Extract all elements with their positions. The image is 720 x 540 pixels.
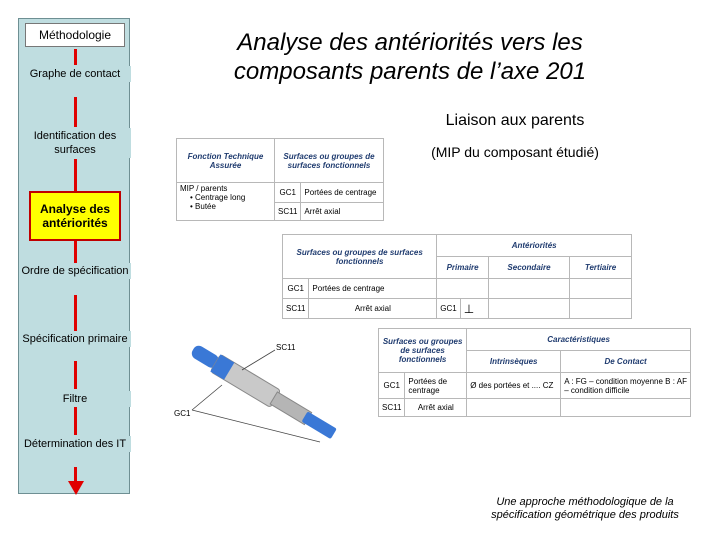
cell-contact: A : FG – condition moyenne B : AF – condition difficile — [561, 373, 691, 399]
header-intrinseques: Intrinsèques — [467, 351, 561, 373]
leader-sc11 — [242, 350, 275, 370]
step-identification-surfaces[interactable]: Identification des surfaces — [19, 128, 131, 158]
step-specification-primaire[interactable]: Spécification primaire — [19, 331, 131, 347]
primaire-datum: GC1 — [437, 299, 460, 319]
label-arret: Arrêt axial — [301, 203, 384, 221]
flow-line-4 — [74, 241, 77, 263]
header-primaire: Primaire — [437, 257, 489, 279]
header-fonction: Fonction Technique Assurée — [177, 139, 275, 183]
code-gc1: GC1 — [283, 279, 309, 299]
cell-primaire — [437, 279, 489, 299]
step-determination-it[interactable]: Détermination des IT — [19, 436, 131, 452]
label-portees: Portées de centrage — [405, 373, 467, 399]
label-portees: Portées de centrage — [309, 279, 437, 299]
code-gc1: GC1 — [275, 183, 301, 203]
step-ordre-specification[interactable]: Ordre de spécification — [19, 263, 131, 279]
header-surfaces: Surfaces ou groupes de surfaces fonctionnels — [379, 329, 467, 373]
code-sc11: SC11 — [379, 399, 405, 417]
table-caracteristiques — [378, 328, 691, 417]
label-gc1: GC1 — [174, 409, 191, 418]
flow-line-3 — [74, 159, 77, 191]
bullet-centrage: • Centrage long — [190, 193, 246, 202]
code-sc11: SC11 — [283, 299, 309, 319]
mip-cell — [177, 183, 275, 221]
cell-contact — [561, 399, 691, 417]
header-anteriorites: Antériorités — [437, 235, 632, 257]
step-analyse-anteriorites[interactable]: Analyse des antériorités — [29, 191, 121, 241]
table-fonction-technique — [176, 138, 384, 221]
flow-line-5 — [74, 295, 77, 331]
cell-tertiaire — [570, 279, 632, 299]
sidebar-title: Méthodologie — [25, 23, 125, 47]
header-contact: De Contact — [561, 351, 691, 373]
cell-secondaire — [488, 299, 569, 319]
label-sc11: SC11 — [276, 343, 296, 352]
flow-arrow-icon — [68, 481, 84, 495]
header-secondaire: Secondaire — [488, 257, 569, 279]
leader-gc1 — [192, 385, 222, 410]
subtitle-mip: (MIP du composant étudié) — [431, 144, 599, 160]
cell-secondaire — [488, 279, 569, 299]
flow-line-7 — [74, 407, 77, 435]
footer-caption: Une approche méthodologique de la spécification géométrique des produits — [491, 496, 679, 521]
axle-drawing — [170, 330, 360, 460]
slide-title: Analyse des antériorités vers les composants parents de l’axe 201 — [233, 29, 587, 85]
header-tertiaire: Tertiaire — [570, 257, 632, 279]
cell-intrinseques — [467, 399, 561, 417]
methodology-sidebar — [18, 18, 130, 494]
bullet-butee: • Butée — [190, 202, 216, 211]
cell-tertiaire — [570, 299, 632, 319]
code-gc1: GC1 — [379, 373, 405, 399]
header-surfaces: Surfaces ou groupes de surfaces fonctionnels — [275, 139, 384, 183]
flow-line-2 — [74, 97, 77, 127]
subtitle-liaison: Liaison aux parents — [445, 112, 585, 129]
label-portees: Portées de centrage — [301, 183, 384, 203]
label-arret: Arrêt axial — [309, 299, 437, 319]
step-graphe-contact[interactable]: Graphe de contact — [19, 66, 131, 82]
flow-line-1 — [74, 49, 77, 65]
header-caracteristiques: Caractéristiques — [467, 329, 691, 351]
mip-label: MIP / parents — [180, 184, 228, 193]
step-filtre[interactable]: Filtre — [19, 391, 131, 407]
axle-thread — [302, 411, 337, 439]
header-surfaces: Surfaces ou groupes de surfaces fonctionnels — [283, 235, 437, 279]
label-arret: Arrêt axial — [405, 399, 467, 417]
perpendicularity-icon: ⊥ — [460, 299, 488, 319]
flow-line-6 — [74, 361, 77, 389]
cell-intrinseques: Ø des portées et .... CZ — [467, 373, 561, 399]
code-sc11: SC11 — [275, 203, 301, 221]
table-anteriorites — [282, 234, 632, 319]
